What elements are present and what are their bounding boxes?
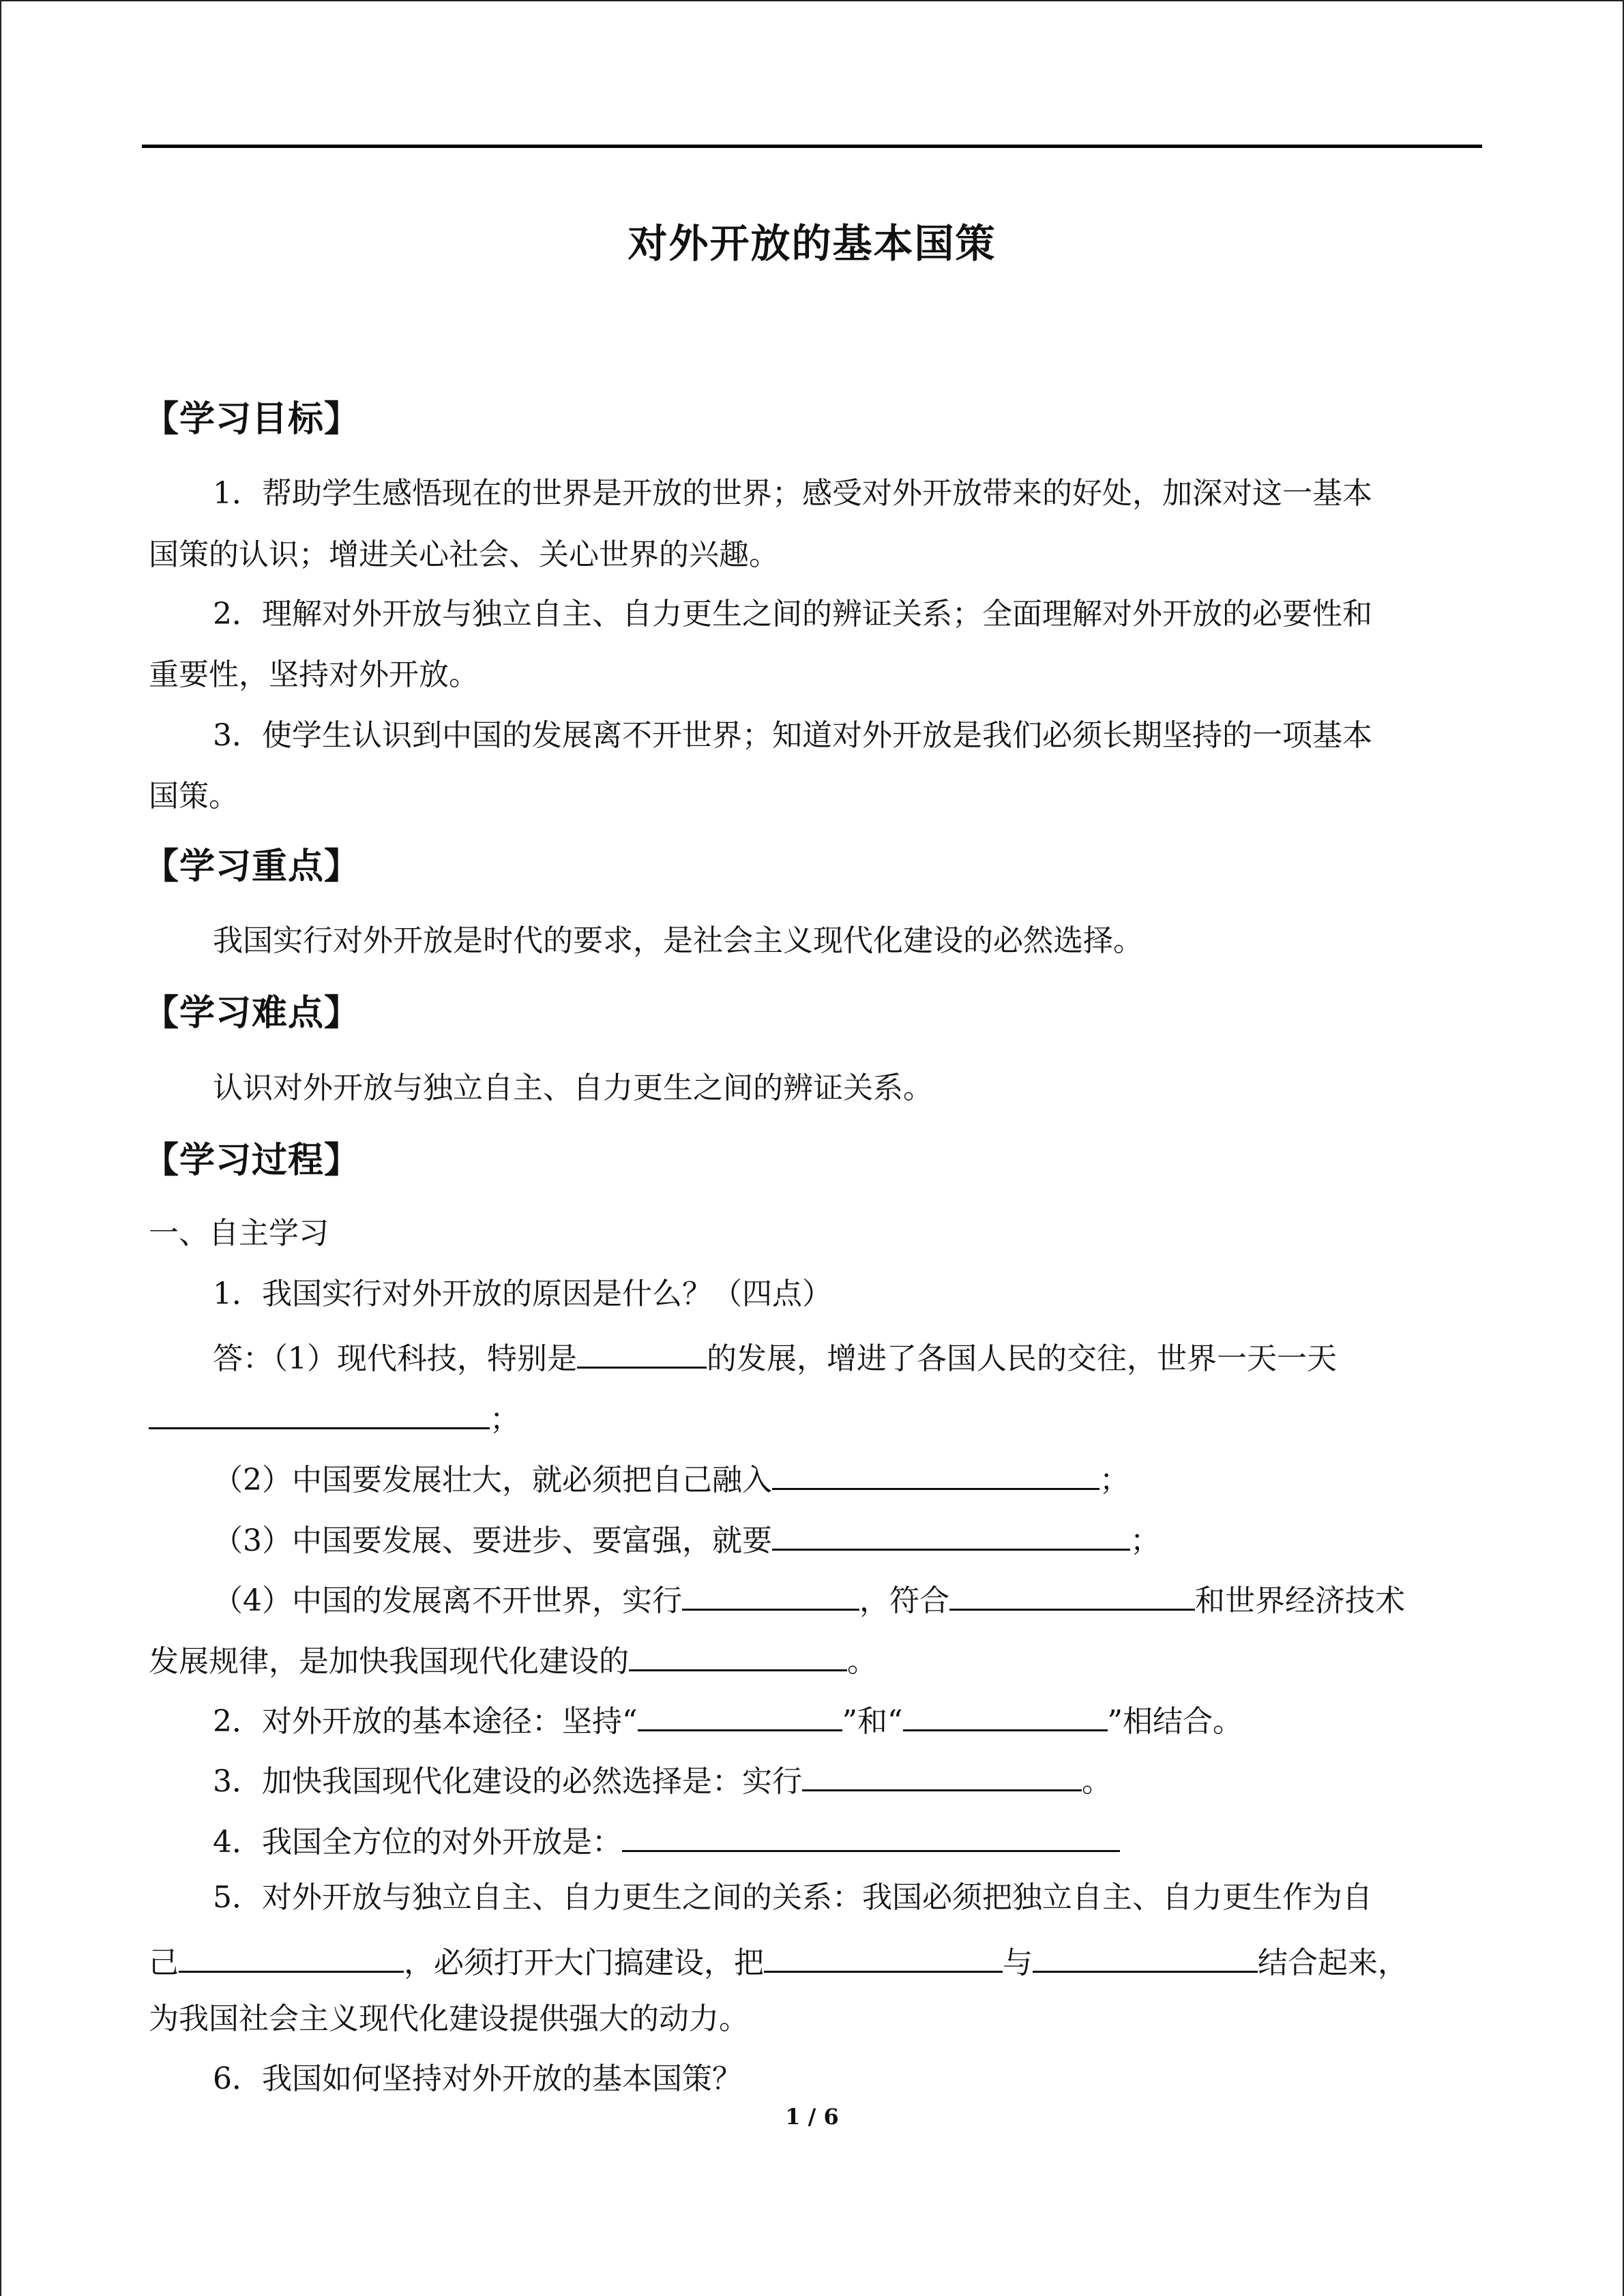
objective-1-line-1: 1．帮助学生感悟现在的世界是开放的世界；感受对外开放带来的好处，加深对这一基本 [213,476,1372,511]
objective-3-line-1: 3．使学生认识到中国的发展离不开世界；知道对外开放是我们必须长期坚持的一项基本 [213,718,1372,753]
question-1-answer-3 [213,1517,1160,1560]
question-text: 4．我国全方位的对外开放是： [213,1825,622,1860]
question-1-answer-2 [213,1457,1130,1500]
answer-blank[interactable] [772,1457,1099,1490]
objective-1-line-2: 国策的认识；增进关心社会、关心世界的兴趣。 [149,537,779,572]
answer-text: （2）中国要发展壮大，就必须把自己融入 [213,1463,772,1497]
answer-blank[interactable] [1033,1939,1258,1973]
answer-text: ； [1130,1523,1160,1558]
question-text: 结合起来， [1258,1945,1408,1980]
question-text: 。 [1082,1764,1112,1799]
answer-blank[interactable] [638,1698,842,1731]
question-3 [213,1758,1112,1801]
objective-3-line-2: 国策。 [149,779,239,814]
document-title: 对外开放的基本国策 [628,220,996,267]
question-text: ”相结合。 [1107,1704,1243,1739]
answer-blank[interactable] [577,1335,707,1369]
answer-blank[interactable] [179,1939,404,1973]
answer-blank[interactable] [802,1758,1082,1791]
answer-blank[interactable] [682,1577,859,1611]
question-1-answer-1-cont [149,1396,520,1439]
question-5-line-2 [149,1939,1408,1982]
answer-blank[interactable] [903,1698,1108,1731]
question-5-line-3: 为我国社会主义现代化建设提供强大的动力。 [149,2001,749,2036]
answer-blank[interactable] [772,1517,1130,1551]
answer-text: 答：（1）现代科技，特别是 [213,1341,577,1376]
answer-text: 和世界经济技术 [1195,1583,1405,1618]
answer-blank[interactable] [949,1577,1195,1611]
page-number: 1 / 6 [785,2104,839,2130]
question-text: ”和“ [842,1704,903,1739]
answer-blank[interactable] [622,1819,1120,1852]
question-text: 与 [1003,1945,1033,1980]
question-1-answer-4-cont [149,1638,877,1681]
answer-text: ； [1099,1463,1130,1497]
answer-blank[interactable] [629,1638,847,1671]
answer-blank[interactable] [149,1396,490,1429]
difficulties-heading: 【学习难点】 [143,993,361,1034]
objective-2-line-1: 2．理解对外开放与独立自主、自力更生之间的辨证关系；全面理解对外开放的必要性和 [213,597,1372,631]
question-text: 2．对外开放的基本途径：坚持“ [213,1704,638,1739]
question-text: ，必须打开大门搞建设，把 [404,1945,764,1980]
answer-text: 发展规律，是加快我国现代化建设的 [149,1644,629,1679]
key-points-text: 我国实行对外开放是时代的要求，是社会主义现代化建设的必然选择。 [213,923,1143,958]
answer-text: 。 [847,1644,877,1679]
question-1-answer-4 [213,1577,1405,1620]
question-1: 1．我国实行对外开放的原因是什么？（四点） [213,1277,832,1311]
objective-2-line-2: 重要性，坚持对外开放。 [149,657,479,692]
question-2 [213,1698,1243,1741]
process-heading: 【学习过程】 [143,1140,361,1181]
question-5-line-1: 5．对外开放与独立自主、自力更生之间的关系：我国必须把独立自主、自力更生作为自 [213,1880,1372,1915]
question-4 [213,1819,1120,1862]
question-1-answer-1 [213,1335,1337,1378]
question-text: 3．加快我国现代化建设的必然选择是：实行 [213,1764,802,1799]
header-rule [142,145,1482,148]
answer-text: （3）中国要发展、要进步、要富强，就要 [213,1523,772,1558]
key-points-heading: 【学习重点】 [143,846,361,887]
difficulties-text: 认识对外开放与独立自主、自力更生之间的辨证关系。 [213,1071,933,1105]
objectives-heading: 【学习目标】 [143,399,361,440]
question-6: 6．我国如何坚持对外开放的基本国策？ [213,2061,742,2096]
answer-text: 的发展，增进了各国人民的交往，世界一天一天 [707,1341,1337,1376]
answer-text: ，符合 [859,1583,949,1618]
part-1-label: 一、自主学习 [149,1216,329,1251]
answer-text: ； [490,1402,520,1437]
answer-blank[interactable] [764,1939,1003,1973]
answer-text: （4）中国的发展离不开世界，实行 [213,1583,682,1618]
question-text: 己 [149,1945,179,1980]
